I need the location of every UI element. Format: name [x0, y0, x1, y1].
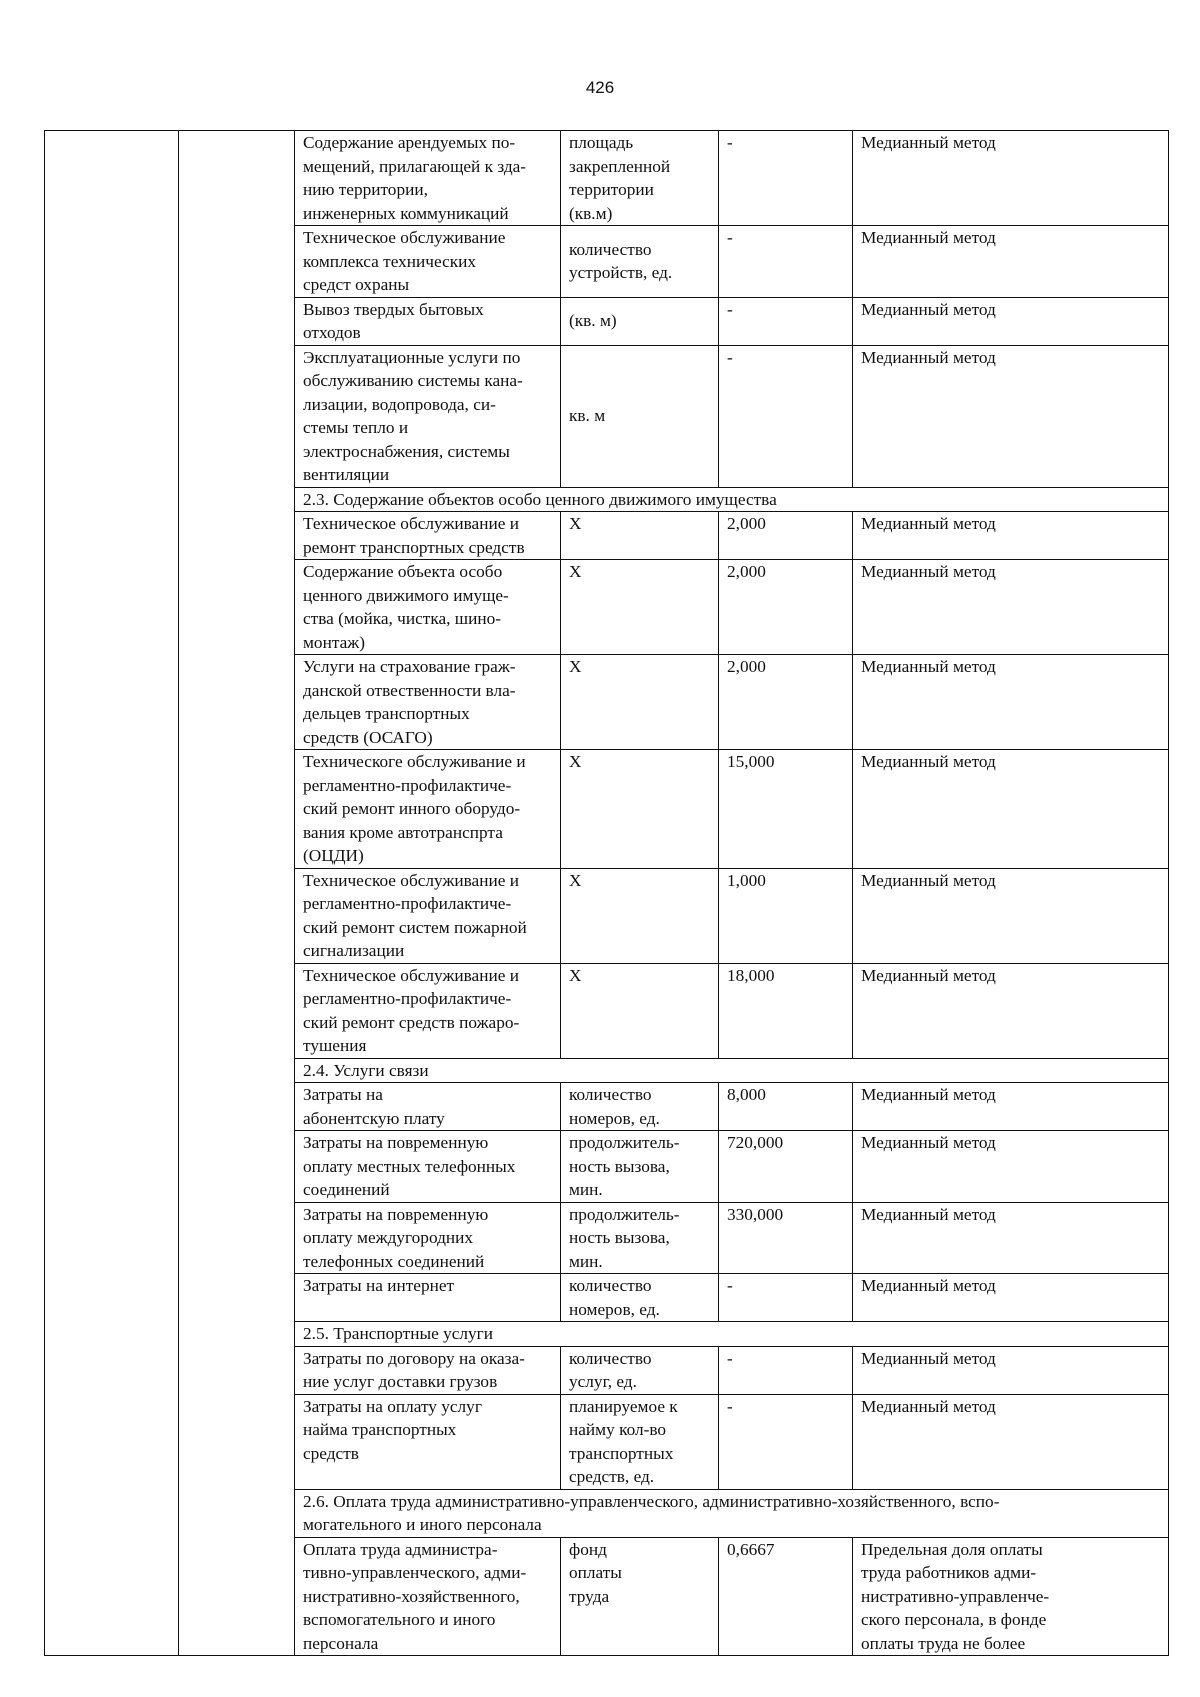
item-unit: Х — [561, 868, 719, 963]
item-unit: Х — [561, 560, 719, 655]
item-unit: Х — [561, 655, 719, 750]
item-name: Затраты по договору на оказа- ние услуг доставки грузов — [295, 1346, 561, 1394]
item-unit: планируемое к найму кол-во транспортных средств, ед. — [561, 1394, 719, 1489]
item-value: - — [719, 226, 853, 298]
item-value: 1,000 — [719, 868, 853, 963]
item-name: Затраты на повременную оплату междугородних телефонных соединений — [295, 1202, 561, 1274]
item-method: Медианный метод — [853, 963, 1169, 1058]
item-name: Оплата труда администра- тивно-управленческого, адми- нистративно-хозяйственного, вспомогательного и иного персонала — [295, 1537, 561, 1656]
item-unit: продолжитель- ность вызова, мин. — [561, 1202, 719, 1274]
item-method: Медианный метод — [853, 1274, 1169, 1322]
item-method: Медианный метод — [853, 750, 1169, 869]
item-name: Содержание арендуемых по- мещений, прилагающей к зда- нию территории, инженерных коммуникаций — [295, 131, 561, 226]
section-title: 2.5. Транспортные услуги — [295, 1322, 1169, 1347]
item-method: Медианный метод — [853, 1083, 1169, 1131]
cost-norms-table — [44, 130, 1169, 1656]
item-name: Услуги на страхование граж- данской отвественности вла- дельцев транспортных средств (ОСАГО) — [295, 655, 561, 750]
item-name: Содержание объекта особо ценного движимого имуще- ства (мойка, чистка, шино- монтаж) — [295, 560, 561, 655]
item-value: - — [719, 297, 853, 345]
item-method: Медианный метод — [853, 226, 1169, 298]
item-method: Медианный метод — [853, 297, 1169, 345]
item-name: Техническое обслуживание и ремонт транспортных средств — [295, 512, 561, 560]
table-row — [45, 131, 1169, 226]
item-value: - — [719, 1394, 853, 1489]
section-title: 2.3. Содержание объектов особо ценного движимого имущества — [295, 487, 1169, 512]
item-value: 720,000 — [719, 1131, 853, 1203]
item-method: Медианный метод — [853, 1394, 1169, 1489]
item-value: 330,000 — [719, 1202, 853, 1274]
item-value: - — [719, 345, 853, 487]
item-value: - — [719, 1274, 853, 1322]
item-value: 2,000 — [719, 655, 853, 750]
item-unit: Х — [561, 750, 719, 869]
item-unit: Х — [561, 963, 719, 1058]
item-name: Техническое обслуживание и регламентно-профилактиче- ский ремонт средств пожаро- тушения — [295, 963, 561, 1058]
item-value: 2,000 — [719, 560, 853, 655]
left-empty-col-1 — [45, 131, 179, 1656]
item-method: Медианный метод — [853, 560, 1169, 655]
item-name: Затраты на повременную оплату местных телефонных соединений — [295, 1131, 561, 1203]
item-name: Затраты на оплату услуг найма транспортных средств — [295, 1394, 561, 1489]
item-method: Медианный метод — [853, 655, 1169, 750]
item-value: - — [719, 1346, 853, 1394]
item-method: Медианный метод — [853, 512, 1169, 560]
item-unit: количество услуг, ед. — [561, 1346, 719, 1394]
item-name: Техническое обслуживание и регламентно-профилактиче- ский ремонт систем пожарной сигнализации — [295, 868, 561, 963]
item-value: 2,000 — [719, 512, 853, 560]
item-unit: количество устройств, ед. — [561, 226, 719, 298]
section-title: 2.6. Оплата труда административно-управленческого, административно-хозяйственного, вспо- могательного и иного персонала — [295, 1489, 1169, 1537]
item-method: Медианный метод — [853, 1346, 1169, 1394]
item-value: 18,000 — [719, 963, 853, 1058]
item-unit: количество номеров, ед. — [561, 1083, 719, 1131]
item-unit: кв. м — [561, 345, 719, 487]
item-method: Медианный метод — [853, 131, 1169, 226]
item-unit: площадь закрепленной территории (кв.м) — [561, 131, 719, 226]
item-value: 0,6667 — [719, 1537, 853, 1656]
item-method: Медианный метод — [853, 345, 1169, 487]
item-unit: Х — [561, 512, 719, 560]
item-value: 8,000 — [719, 1083, 853, 1131]
table-body — [45, 131, 1169, 1656]
item-value: 15,000 — [719, 750, 853, 869]
item-unit: продолжитель- ность вызова, мин. — [561, 1131, 719, 1203]
left-empty-col-2 — [179, 131, 295, 1656]
item-name: Вывоз твердых бытовых отходов — [295, 297, 561, 345]
page-number: 426 — [585, 78, 615, 97]
item-method: Медианный метод — [853, 868, 1169, 963]
item-unit: (кв. м) — [561, 297, 719, 345]
item-method: Предельная доля оплаты труда работников адми- нистративно-управленче- ского персонала, в фонде оплаты труда не более — [853, 1537, 1169, 1656]
item-unit: фонд оплаты труда — [561, 1537, 719, 1656]
item-name: Техническое обслуживание комплекса технических средст охраны — [295, 226, 561, 298]
section-title: 2.4. Услуги связи — [295, 1058, 1169, 1083]
item-method: Медианный метод — [853, 1202, 1169, 1274]
item-name: Техническоге обслуживание и регламентно-профилактиче- ский ремонт инного оборудо- вания кроме автотранспрта (ОЦДИ) — [295, 750, 561, 869]
item-value: - — [719, 131, 853, 226]
item-method: Медианный метод — [853, 1131, 1169, 1203]
item-name: Затраты на абонентскую плату — [295, 1083, 561, 1131]
item-name: Затраты на интернет — [295, 1274, 561, 1322]
item-name: Эксплуатационные услуги по обслуживанию системы кана- лизации, водопровода, си- стемы тепло и электроснабжения, системы вентиляции — [295, 345, 561, 487]
item-unit: количество номеров, ед. — [561, 1274, 719, 1322]
